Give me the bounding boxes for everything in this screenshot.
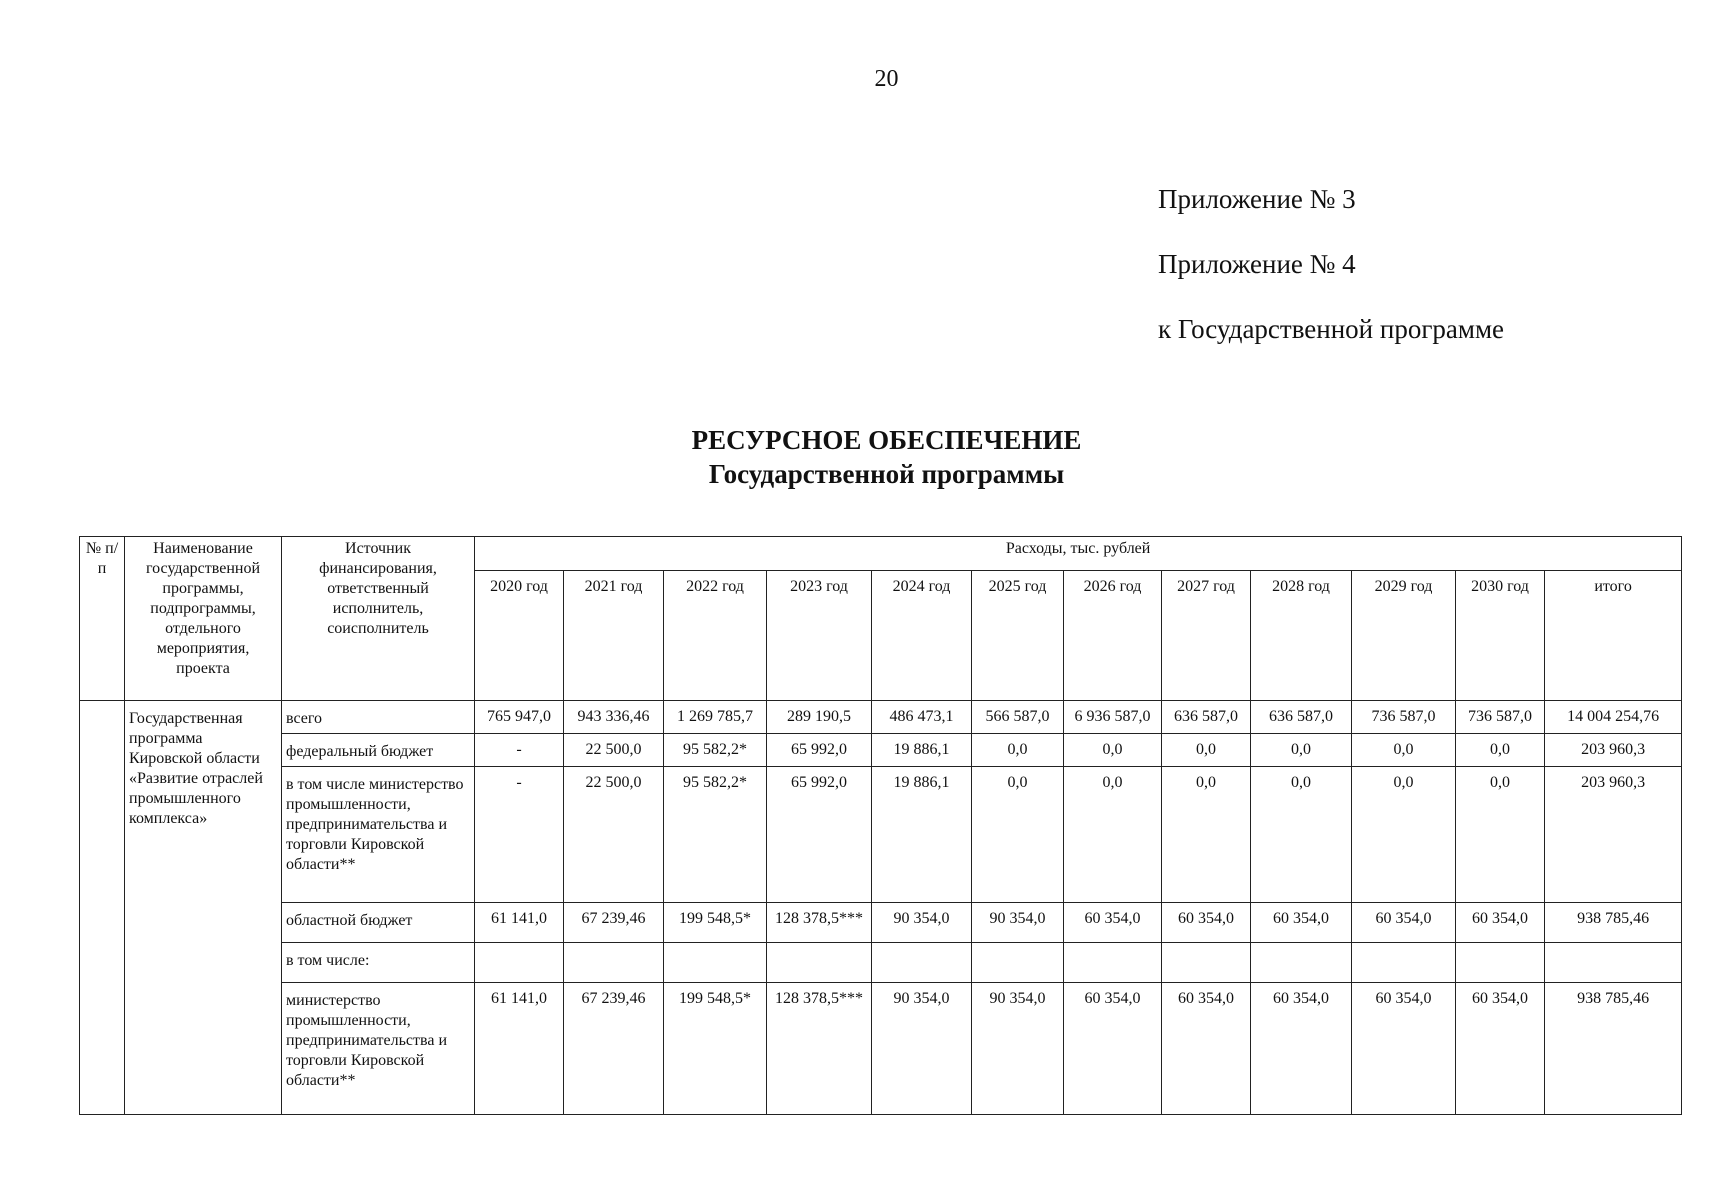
value-cell: 199 548,5*: [664, 983, 767, 1115]
value-cell: 95 582,2*: [664, 767, 767, 903]
header-year: 2025 год: [972, 571, 1064, 701]
document-title: [0, 423, 1719, 491]
value-cell: [1162, 943, 1251, 983]
value-cell: 486 473,1: [872, 701, 972, 734]
value-cell: 60 354,0: [1251, 983, 1352, 1115]
table-row: [80, 903, 1682, 943]
value-cell: 765 947,0: [475, 701, 564, 734]
header-year: 2026 год: [1064, 571, 1162, 701]
value-cell: [475, 943, 564, 983]
value-cell: 60 354,0: [1251, 903, 1352, 943]
value-cell: 0,0: [1352, 767, 1456, 903]
resource-table: [79, 536, 1682, 1115]
header-year: 2029 год: [1352, 571, 1456, 701]
value-cell: 128 378,5***: [767, 903, 872, 943]
source-label-cell: областной бюджет: [282, 903, 475, 943]
value-cell: [1064, 943, 1162, 983]
value-cell: 60 354,0: [1456, 903, 1545, 943]
value-cell: 6 936 587,0: [1064, 701, 1162, 734]
value-cell: 0,0: [1456, 734, 1545, 767]
value-cell: 61 141,0: [475, 903, 564, 943]
header-year: итого: [1545, 571, 1682, 701]
value-cell: [1352, 943, 1456, 983]
value-cell: [1456, 943, 1545, 983]
value-cell: 14 004 254,76: [1545, 701, 1682, 734]
header-year: 2021 год: [564, 571, 664, 701]
value-cell: 938 785,46: [1545, 983, 1682, 1115]
value-cell: 90 354,0: [872, 983, 972, 1115]
value-cell: [872, 943, 972, 983]
value-cell: 128 378,5***: [767, 983, 872, 1115]
source-label-cell: в том числе министерство промышленности, предпринимательства и торговли Кировской области**: [282, 767, 475, 903]
value-cell: 289 190,5: [767, 701, 872, 734]
table-row: [80, 734, 1682, 767]
value-cell: 0,0: [1251, 734, 1352, 767]
value-cell: 736 587,0: [1456, 701, 1545, 734]
table-row: [80, 701, 1682, 734]
value-cell: 65 992,0: [767, 734, 872, 767]
row-number-cell: [80, 701, 125, 1115]
value-cell: 203 960,3: [1545, 734, 1682, 767]
value-cell: 0,0: [1251, 767, 1352, 903]
value-cell: 0,0: [972, 767, 1064, 903]
header-year: 2023 год: [767, 571, 872, 701]
value-cell: 0,0: [1064, 767, 1162, 903]
title-line-2: Государственной программы: [708, 459, 1065, 489]
header-expenses: Расходы, тыс. рублей: [475, 537, 1682, 571]
header-name: Наименование государственной программы, подпрограммы, отдельного мероприятия, проекта: [125, 537, 282, 701]
value-cell: 90 354,0: [972, 983, 1064, 1115]
header-year: 2020 год: [475, 571, 564, 701]
value-cell: 60 354,0: [1352, 983, 1456, 1115]
header-num: № п/п: [80, 537, 125, 701]
value-cell: [1545, 943, 1682, 983]
table-row: [80, 943, 1682, 983]
header-year: 2024 год: [872, 571, 972, 701]
value-cell: 0,0: [1162, 767, 1251, 903]
value-cell: 60 354,0: [1456, 983, 1545, 1115]
header-year: 2027 год: [1162, 571, 1251, 701]
source-label-cell: федеральный бюджет: [282, 734, 475, 767]
value-cell: 0,0: [1162, 734, 1251, 767]
header-year: 2028 год: [1251, 571, 1352, 701]
value-cell: [1251, 943, 1352, 983]
source-label-cell: министерство промышленности, предпринимательства и торговли Кировской области**: [282, 983, 475, 1115]
header-year: 2022 год: [664, 571, 767, 701]
value-cell: 67 239,46: [564, 903, 664, 943]
source-label-cell: в том числе:: [282, 943, 475, 983]
appendix-block: [1158, 186, 1504, 381]
value-cell: 61 141,0: [475, 983, 564, 1115]
value-cell: 199 548,5*: [664, 903, 767, 943]
value-cell: 22 500,0: [564, 767, 664, 903]
title-line-1: РЕСУРСНОЕ ОБЕСПЕЧЕНИЕ: [691, 425, 1082, 455]
appendix-line-1: Приложение № 3: [1158, 184, 1356, 214]
value-cell: 566 587,0: [972, 701, 1064, 734]
table-row: [80, 767, 1682, 903]
value-cell: 736 587,0: [1352, 701, 1456, 734]
appendix-line-3: к Государственной программе: [1158, 314, 1505, 344]
value-cell: [767, 943, 872, 983]
value-cell: 0,0: [1352, 734, 1456, 767]
value-cell: 90 354,0: [872, 903, 972, 943]
value-cell: 60 354,0: [1162, 903, 1251, 943]
appendix-line-2: Приложение № 4: [1158, 249, 1356, 279]
value-cell: 95 582,2*: [664, 734, 767, 767]
value-cell: 67 239,46: [564, 983, 664, 1115]
value-cell: [664, 943, 767, 983]
value-cell: 19 886,1: [872, 767, 972, 903]
value-cell: 0,0: [972, 734, 1064, 767]
value-cell: 1 269 785,7: [664, 701, 767, 734]
value-cell: [564, 943, 664, 983]
value-cell: [972, 943, 1064, 983]
value-cell: 636 587,0: [1251, 701, 1352, 734]
value-cell: 60 354,0: [1064, 903, 1162, 943]
value-cell: 65 992,0: [767, 767, 872, 903]
value-cell: 943 336,46: [564, 701, 664, 734]
program-name-cell: Государственная программа Кировской области «Развитие отраслей промышленного комплекса»: [125, 701, 282, 1115]
value-cell: 19 886,1: [872, 734, 972, 767]
table-row: [80, 983, 1682, 1115]
value-cell: 636 587,0: [1162, 701, 1251, 734]
value-cell: 60 354,0: [1162, 983, 1251, 1115]
page-number: 20: [874, 66, 899, 92]
value-cell: 938 785,46: [1545, 903, 1682, 943]
header-source: Источник финансирования, ответственный исполнитель, соисполнитель: [282, 537, 475, 701]
source-label-cell: всего: [282, 701, 475, 734]
value-cell: 60 354,0: [1064, 983, 1162, 1115]
value-cell: 90 354,0: [972, 903, 1064, 943]
value-cell: 22 500,0: [564, 734, 664, 767]
header-year: 2030 год: [1456, 571, 1545, 701]
value-cell: 203 960,3: [1545, 767, 1682, 903]
value-cell: 60 354,0: [1352, 903, 1456, 943]
value-cell: 0,0: [1456, 767, 1545, 903]
value-cell: -: [475, 767, 564, 903]
value-cell: -: [475, 734, 564, 767]
value-cell: 0,0: [1064, 734, 1162, 767]
